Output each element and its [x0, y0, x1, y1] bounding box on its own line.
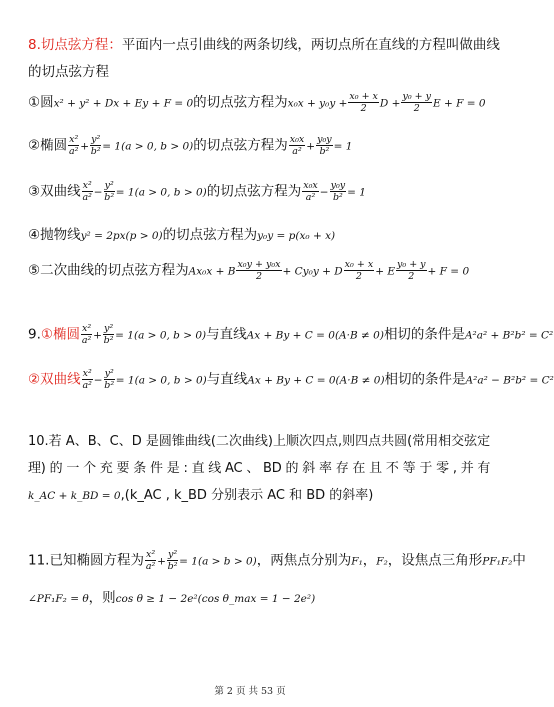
fraction — [68, 134, 79, 157]
fraction-denominator: a² — [82, 380, 92, 391]
section-9-number: 9. — [28, 326, 41, 343]
math-operator: + — [80, 140, 90, 153]
section-11-text: ，设焦点三角形 — [387, 552, 483, 569]
item-text: 相切的条件是 — [384, 371, 466, 388]
item-text: 相切的条件是 — [383, 326, 465, 343]
fraction-denominator: 2 — [360, 103, 367, 114]
section-11-line-2 — [28, 587, 476, 610]
fraction — [236, 259, 281, 282]
fraction — [81, 323, 92, 346]
fraction-denominator: a² — [305, 192, 316, 203]
fraction-numerator: x₀y + y₀x — [237, 259, 281, 270]
fraction — [104, 180, 115, 203]
math-condition: = 1(a > b > 0) — [179, 555, 257, 568]
fraction-numerator: x₀x — [289, 134, 305, 145]
fraction — [289, 134, 306, 157]
fraction — [396, 259, 427, 282]
section-10-text: 理) 的 一 个 充 要 条 件 是 : 直 线 AC 、 BD 的 斜 率 存 在 且 不 等 于 零 , 并 有 — [28, 461, 491, 476]
parabola-chord-equation: y₀y = p(x₀ + x) — [257, 230, 336, 242]
fraction — [167, 549, 178, 572]
fraction-denominator: a² — [68, 146, 79, 157]
fraction-numerator: x₀ + x — [344, 259, 374, 270]
slope-sum-equation: k_AC + k_BD = 0 — [28, 490, 121, 502]
math-term: = 1 — [333, 140, 353, 153]
fraction — [145, 549, 156, 572]
section-8-intro-1: 平面内一点引曲线的两条切线，两切点所在直线的方程叫做曲线 — [121, 37, 500, 53]
fraction-denominator: b² — [103, 335, 114, 346]
fraction — [344, 259, 375, 282]
section-11-text: 11.已知椭圆方程为 — [28, 552, 144, 569]
fraction — [348, 91, 379, 114]
fraction-denominator: b² — [167, 561, 178, 572]
fraction-numerator: y² — [91, 134, 101, 145]
math-condition: = 1(a > 0, b > 0) — [115, 374, 207, 387]
section-10-line-1 — [28, 431, 491, 453]
fraction — [104, 368, 115, 391]
fraction-numerator: x₀ + x — [349, 91, 378, 102]
section-10-line-3 — [28, 485, 476, 507]
item-ellipse — [28, 134, 476, 158]
math-term: + Cy₀y + D — [282, 265, 343, 278]
math-term: + F = 0 — [427, 265, 470, 278]
fraction — [316, 134, 333, 157]
fraction — [90, 134, 101, 157]
fraction-numerator: x² — [145, 549, 156, 560]
circle-equation: x² + y² + Dx + Ey + F = 0 — [53, 97, 194, 110]
section-11-text: 中 — [512, 552, 526, 569]
math-operator: + — [93, 329, 102, 342]
fraction-numerator: x² — [69, 134, 79, 145]
fraction-numerator: y² — [103, 323, 114, 334]
item-circle — [28, 91, 486, 115]
fraction-denominator: 2 — [355, 271, 362, 282]
math-condition: = 1(a > 0, b > 0) — [115, 329, 207, 342]
fraction-numerator: y² — [104, 368, 114, 379]
fraction-numerator: y₀ + y — [402, 91, 432, 102]
fraction — [401, 91, 432, 114]
fraction-denominator: a² — [82, 192, 92, 203]
math-condition: = 1(a > 0, b > 0) — [115, 186, 207, 199]
fraction-numerator: x² — [82, 180, 92, 191]
fraction-denominator: b² — [104, 192, 115, 203]
fraction-denominator: a² — [145, 561, 156, 572]
fraction-numerator: y₀y — [317, 134, 332, 145]
tangent-condition: A²a² − B²b² = C² — [465, 374, 554, 387]
fraction-denominator: b² — [104, 380, 115, 391]
section-10-text: ,(k_AC , k_BD 分别表示 AC 和 BD 的斜率) — [120, 488, 374, 503]
fraction-numerator: y₀y — [330, 180, 346, 191]
item-label: ①圆 — [28, 94, 54, 111]
fraction-numerator: y² — [104, 180, 114, 191]
item-parabola — [28, 224, 476, 247]
section-8-intro-2: 的切点弦方程 — [28, 64, 109, 80]
item-text: 与直线 — [206, 371, 248, 388]
fraction-denominator: b² — [90, 146, 101, 157]
fraction-denominator: a² — [292, 146, 302, 157]
math-condition: = 1(a > 0, b > 0) — [102, 140, 194, 153]
fraction — [82, 180, 93, 203]
section-10-text: 10.若 A、B、C、D 是圆锥曲线(二次曲线)上顺次四点,则四点共圆(常用相交弦定 — [28, 434, 491, 449]
fraction-denominator: b² — [319, 146, 330, 157]
fraction-numerator: x₀x — [303, 180, 318, 191]
angle-definition: ∠PF₁F₂ = θ — [28, 593, 89, 605]
fraction — [82, 368, 93, 391]
section-11-line-1 — [28, 549, 526, 573]
fraction — [330, 180, 347, 203]
fraction-denominator: b² — [332, 192, 343, 203]
tangent-condition: A²a² + B²b² = C² — [464, 329, 554, 342]
item-text: 的切点弦方程为 — [162, 227, 258, 243]
math-term: + E — [375, 265, 395, 278]
fraction-denominator: a² — [81, 335, 92, 346]
fraction-denominator: 2 — [413, 103, 420, 114]
math-operator: − — [93, 374, 103, 387]
item-conic — [28, 259, 476, 283]
fraction-numerator: x² — [82, 323, 92, 334]
fraction-numerator: x² — [82, 368, 92, 379]
page-footer: 第 2 页 共 53 页 — [214, 686, 286, 697]
section-8-title: 8.切点弦方程： — [28, 37, 122, 53]
math-operator: − — [93, 186, 103, 199]
item-label: ⑤二次曲线的切点弦方程为 — [28, 262, 189, 279]
fraction-numerator: y² — [167, 549, 178, 560]
item-label: ③双曲线 — [28, 183, 81, 200]
item-text: 的切点弦方程为 — [193, 137, 288, 154]
section-8-line-1 — [28, 34, 500, 56]
fraction-denominator: 2 — [408, 271, 415, 282]
section-9-hyperbola — [28, 368, 554, 392]
math-operator: + — [157, 555, 166, 568]
item-hyperbola — [28, 180, 476, 204]
separator: ， — [362, 552, 377, 569]
section-11-text: ，两焦点分别为 — [256, 552, 352, 569]
math-operator: + — [306, 140, 316, 153]
item-text: 的切点弦方程为 — [193, 94, 288, 111]
math-term: Ax₀x + B — [188, 265, 236, 278]
cosine-max: (cos θ_max = 1 − 2e²) — [197, 593, 316, 605]
focus-f1: F₁ — [351, 555, 363, 568]
fraction-numerator: y₀ + y — [397, 259, 426, 270]
section-11-text: ，则 — [88, 590, 116, 606]
section-9-hyperbola-label: ②双曲线 — [28, 371, 81, 388]
focal-triangle: PF₁F₂ — [482, 555, 513, 568]
cosine-inequality: cos θ ≥ 1 − 2e² — [115, 593, 198, 605]
fraction — [302, 180, 319, 203]
item-label: ②椭圆 — [28, 137, 68, 154]
parabola-equation: y² = 2px(p > 0) — [80, 230, 163, 242]
section-9-ellipse — [28, 323, 554, 347]
fraction — [103, 323, 114, 346]
math-term: E + F = 0 — [433, 97, 486, 110]
math-term: D + — [379, 97, 401, 110]
section-9-ellipse-label: ①椭圆 — [40, 326, 80, 343]
line-equation: Ax + By + C = 0(A·B ≠ 0) — [247, 374, 385, 387]
section-8-line-2 — [28, 61, 476, 83]
item-text: 的切点弦方程为 — [206, 183, 302, 200]
item-text: 与直线 — [206, 326, 247, 343]
fraction-denominator: 2 — [255, 271, 262, 282]
item-label: ④抛物线 — [28, 227, 81, 243]
math-operator: − — [319, 186, 329, 199]
focus-f2: F₂ — [376, 555, 388, 568]
line-equation: Ax + By + C = 0(A·B ≠ 0) — [246, 329, 384, 342]
math-term: x₀x + y₀y + — [287, 97, 348, 110]
math-term: = 1 — [347, 186, 366, 199]
section-10-line-2 — [28, 458, 491, 480]
